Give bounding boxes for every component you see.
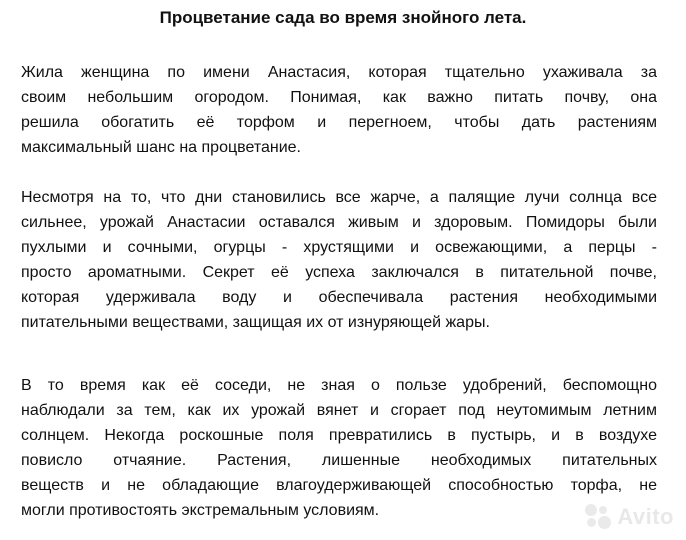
paragraph-line: которая удерживала воду и обеспечивала растения необходимыми: [21, 289, 657, 306]
paragraph-line: могли противостоять экстремальным условиям.: [21, 502, 380, 519]
paragraph-3: [21, 373, 657, 523]
paragraph-line: решила обогатить её торфом и перегноем, чтобы дать растениям: [21, 114, 657, 131]
paragraph-line: солнцем. Некогда роскошные поля превратились в пустырь, и в воздухе: [21, 427, 657, 444]
paragraph-2: [21, 185, 657, 335]
avito-logo-icon: [585, 504, 611, 530]
paragraph-line: Жила женщина по имени Анастасия, которая тщательно ухаживала за: [21, 64, 657, 81]
paragraph-line: максимальный шанс на процветание.: [21, 139, 301, 156]
paragraph-line: сильнее, урожай Анастасии оставался живым и здоровым. Помидоры были: [21, 214, 657, 231]
paragraph-line: повисло отчаяние. Растения, лишенные необходимых питательных: [21, 452, 657, 469]
document-title: Процветание сада во время знойного лета.: [159, 8, 527, 27]
paragraph-line: веществ и не обладающие влагоудерживающей способностью торфа, не: [21, 477, 657, 494]
paragraph-line: Несмотря на то, что дни становились все жарче, а палящие лучи солнца все: [21, 189, 657, 206]
paragraph-line: пухлыми и сочными, огурцы - хрустящими и освежающими, а перцы -: [21, 239, 657, 256]
paragraph-line: В то время как её соседи, не зная о пользе удобрений, беспомощно: [21, 377, 657, 394]
paragraph-line: наблюдали за тем, как их урожай вянет и сгорает под неутомимым летним: [21, 402, 657, 419]
avito-watermark: [585, 504, 674, 530]
paragraph-line: питательными веществами, защищая их от изнуряющей жары.: [21, 314, 490, 331]
paragraph-1: [21, 60, 657, 160]
paragraph-line: просто ароматными. Секрет её успеха заключался в питательной почве,: [21, 264, 657, 281]
paragraph-line: своим небольшим огородом. Понимая, как важно питать почву, она: [21, 89, 657, 106]
watermark-text: Avito: [617, 504, 674, 529]
